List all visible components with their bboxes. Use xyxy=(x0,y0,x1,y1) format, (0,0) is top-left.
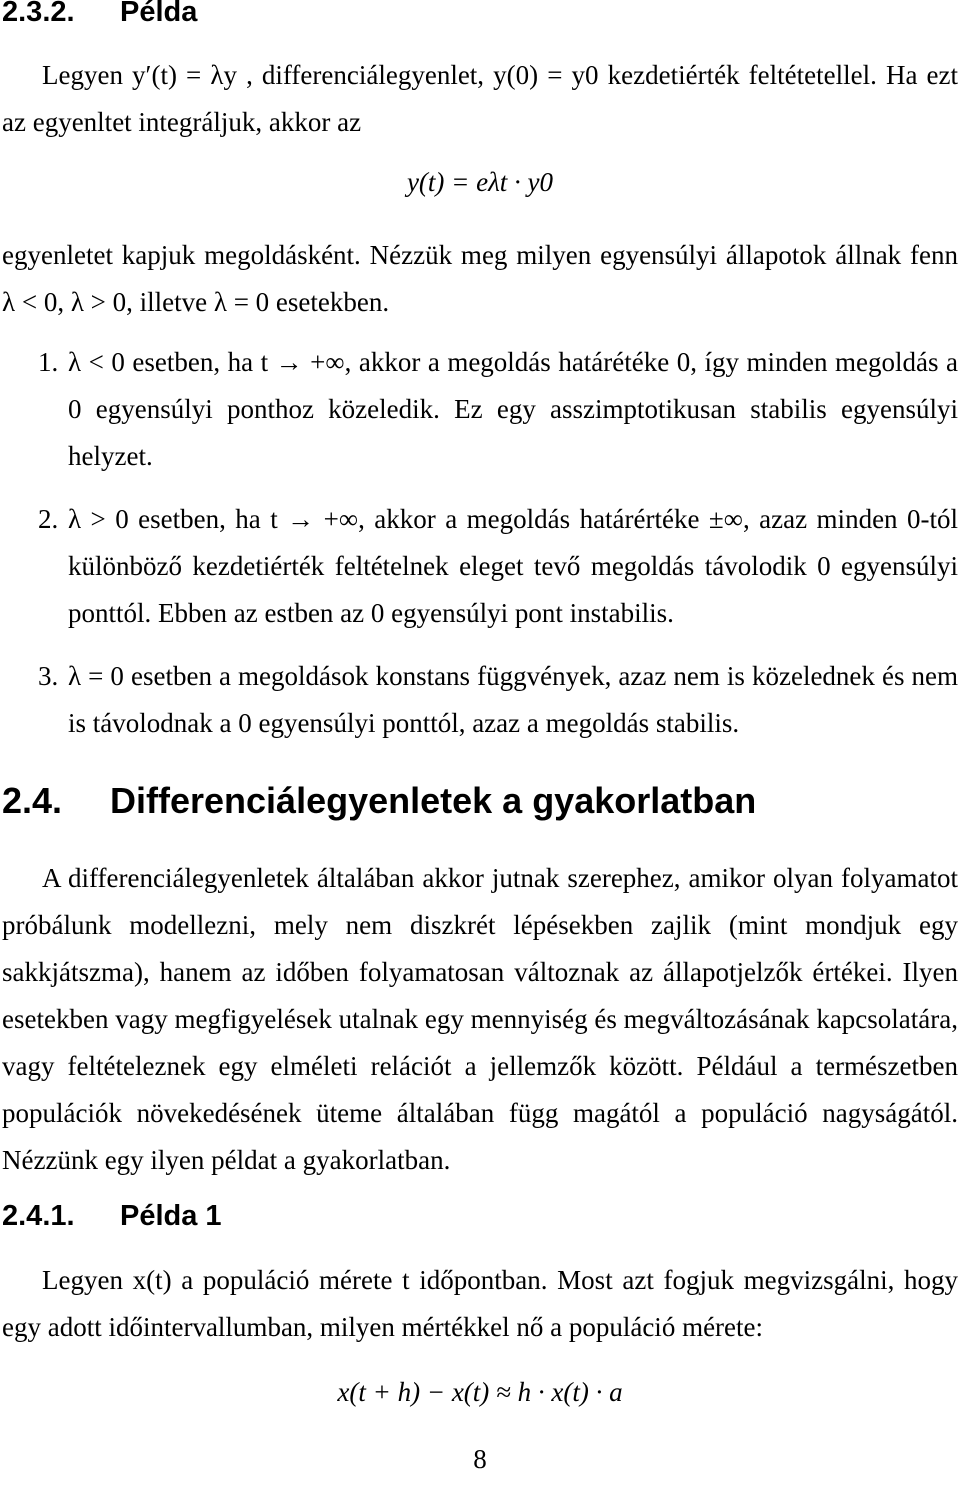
section-title: Differenciálegyenletek a gyakorlatban xyxy=(110,780,757,821)
equation-growth: x(t + h) − x(t) ≈ h · x(t) · a xyxy=(337,1377,623,1407)
list-item-text: λ > 0 esetben, ha t → +∞, akkor a megoldás határértéke ±∞, azaz minden 0-tól különböző kezdetiérték feltételnek eleget tevő megoldás távolodik 0 egyensúlyi ponttól. Ebben az estben az 0 egyensúlyi pont instabilis. xyxy=(68,504,958,628)
list-item-text: λ < 0 esetben, ha t → +∞, akkor a megoldás határétéke 0, így minden megoldás a 0 egyensúlyi ponthoz közeledik. Ez egy asszimptotikusan stabilis egyensúlyi helyzet. xyxy=(68,347,958,471)
section-title: Példa 1 xyxy=(120,1200,222,1232)
section-title: Példa xyxy=(120,0,198,28)
section-heading-2-4-1 xyxy=(2,1200,222,1233)
list-item xyxy=(38,653,958,747)
list-marker: 3. xyxy=(38,661,59,691)
section-number: 2.3.2. xyxy=(2,0,75,28)
example-paragraph: Legyen x(t) a populáció mérete t időpontban. Most azt fogjuk megvizsgálni, hogy egy adott időintervallumban, milyen mértékkel nő a populáció mérete: xyxy=(2,1265,958,1342)
list-item-text: λ = 0 esetben a megoldások konstans függvények, azaz nem is közelednek és nem is távolodnak a 0 egyensúlyi ponttól, azaz a megoldás stabilis. xyxy=(68,661,958,738)
equation-solution: y(t) = eλt · y0 xyxy=(406,167,554,197)
after-equation-paragraph: egyenletet kapjuk megoldásként. Nézzük meg milyen egyensúlyi állapotok állnak fenn λ < 0, λ > 0, illetve λ = 0 esetekben. xyxy=(2,240,958,317)
section-number: 2.4.1. xyxy=(2,1200,75,1232)
cases-list xyxy=(38,339,958,763)
list-item xyxy=(38,339,958,480)
list-marker: 2. xyxy=(38,504,59,534)
section-number: 2.4. xyxy=(2,780,63,821)
list-item xyxy=(38,496,958,637)
intro-paragraph: Legyen y′(t) = λy , differenciálegyenlet, y(0) = y0 kezdetiérték feltétetellel. Ha ezt az egyenltet integráljuk, akkor az xyxy=(2,60,958,137)
section-heading-2-4 xyxy=(2,780,756,822)
section-heading-2-3-2 xyxy=(2,0,197,29)
list-marker: 1. xyxy=(38,347,59,377)
section-paragraph: A differenciálegyenletek általában akkor jutnak szerephez, amikor olyan folyamatot próbálunk modellezni, mely nem diszkrét lépésekben zajlik (mint mondjuk egy sakkjátszma), hanem az időben folyamatosan változnak az állapotjelzők értékei. Ilyen esetekben vagy megfigyelések utalnak egy mennyiség és megváltozásának kapcsolatára, vagy feltételeznek egy elméleti relációt a jellemzők között. Például a természetben populációk növekedésének üteme általában függ magától a populáció nagyságától. Nézzünk egy ilyen példat a gyakorlatban. xyxy=(2,863,958,1175)
page-number: 8 xyxy=(473,1444,487,1474)
